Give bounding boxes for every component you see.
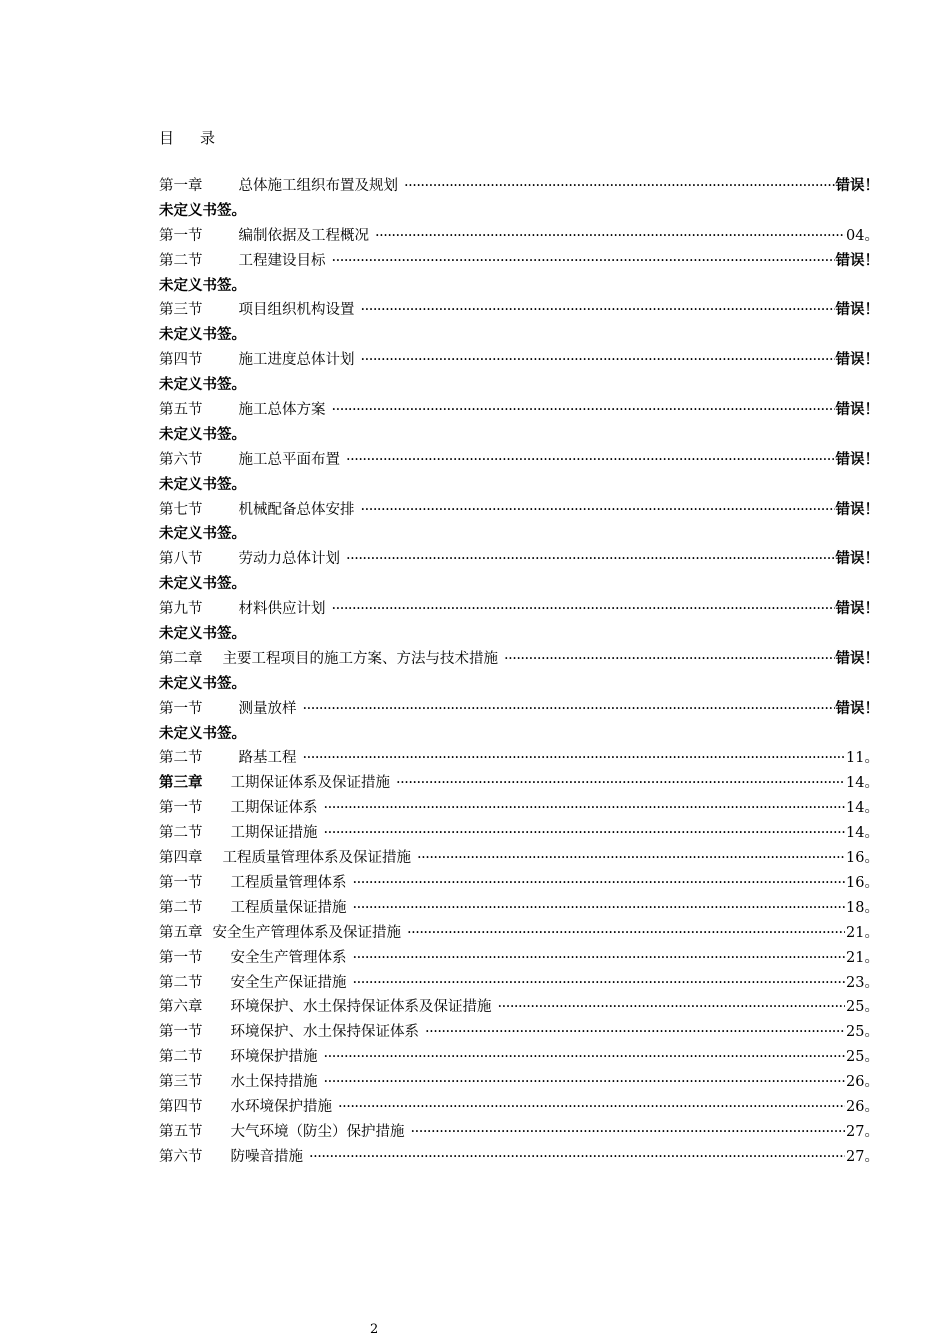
toc-entry[interactable] xyxy=(159,971,879,996)
toc-entry[interactable] xyxy=(159,871,879,896)
toc-leader-dots xyxy=(332,597,835,622)
toc-leader-dots xyxy=(396,771,845,796)
toc-entry-page: 错误！ xyxy=(835,601,879,618)
toc-entry[interactable] xyxy=(159,1120,879,1145)
toc-entry-title: 环境保护、水土保持保证体系 xyxy=(230,1024,419,1041)
toc-entry-page: 错误！ xyxy=(835,178,879,194)
toc-leader-dots xyxy=(353,871,846,896)
toc-entry[interactable] xyxy=(159,846,879,871)
toc-entry-title: 总体施工组织布置及规划 xyxy=(238,178,398,194)
toc-leader-dots xyxy=(324,796,846,821)
toc-error-continuation: 未定义书签。 xyxy=(159,675,246,692)
toc-entry[interactable] xyxy=(159,1070,879,1095)
toc-entry[interactable] xyxy=(159,348,879,373)
toc-entry-number: 第一章 xyxy=(159,178,203,194)
toc-entry-title: 工期保证体系及保证措施 xyxy=(230,775,390,792)
toc-entry-number: 第四节 xyxy=(159,1098,203,1115)
toc-entry-page: 错误！ xyxy=(835,700,879,717)
toc-leader-dots xyxy=(361,298,835,323)
toc-entry-number: 第二章 xyxy=(159,650,203,667)
toc-entry-page: 16。 xyxy=(846,874,879,891)
toc-error-continuation: 未定义书签。 xyxy=(159,327,246,344)
toc-entry-title: 安全生产管理体系 xyxy=(230,949,347,966)
toc-entry-number: 第一节 xyxy=(159,1024,203,1041)
toc-entry[interactable] xyxy=(159,746,879,771)
toc-entry-number: 第六节 xyxy=(159,1148,203,1165)
toc-leader-dots xyxy=(324,1070,846,1095)
toc-entry-number: 第三章 xyxy=(159,774,203,792)
toc-entry-number: 第三节 xyxy=(159,302,203,319)
toc-entry-title: 工程质量保证措施 xyxy=(230,899,347,916)
toc-error-continuation: 未定义书签。 xyxy=(159,626,246,643)
toc-entry[interactable] xyxy=(159,1145,879,1170)
toc-entry-title: 编制依据及工程概况 xyxy=(238,227,369,244)
toc-entry[interactable] xyxy=(159,1095,879,1120)
toc-leader-dots xyxy=(303,697,835,722)
toc-entry[interactable] xyxy=(159,946,879,971)
toc-heading xyxy=(159,127,215,148)
toc-entry[interactable] xyxy=(159,697,879,722)
toc-entry-page: 错误！ xyxy=(835,352,879,369)
toc-entry-page: 25。 xyxy=(846,1049,879,1066)
toc-entry[interactable] xyxy=(159,547,879,572)
toc-entry[interactable] xyxy=(159,498,879,523)
toc-entry-title: 安全生产管理体系及保证措施 xyxy=(212,924,401,941)
toc-leader-dots xyxy=(498,995,846,1020)
toc-leader-dots xyxy=(504,647,835,672)
toc-entry-number: 第一节 xyxy=(159,800,203,817)
toc-entry-page: 25。 xyxy=(846,1024,879,1041)
toc-entry-page: 错误！ xyxy=(835,302,879,319)
toc-entry-number: 第六节 xyxy=(159,451,203,468)
toc-leader-dots xyxy=(425,1020,845,1045)
toc-entry-title: 工程质量管理体系及保证措施 xyxy=(222,850,411,867)
toc-entry-page: 错误！ xyxy=(835,402,879,419)
toc-entry-title: 主要工程项目的施工方案、方法与技术措施 xyxy=(222,650,498,667)
toc-leader-dots xyxy=(324,821,846,846)
toc-entry-title: 安全生产保证措施 xyxy=(230,974,347,991)
toc-leader-dots xyxy=(324,1045,846,1070)
toc-entry-number: 第一节 xyxy=(159,874,203,891)
toc-entry[interactable] xyxy=(159,796,879,821)
toc-entry[interactable] xyxy=(159,597,879,622)
toc-entry-title: 材料供应计划 xyxy=(238,601,326,618)
toc-error-continuation: 未定义书签。 xyxy=(159,526,246,543)
table-of-contents xyxy=(159,174,879,1170)
toc-entry-title: 水土保持措施 xyxy=(230,1074,318,1091)
toc-leader-dots xyxy=(361,498,835,523)
toc-entry-page: 14。 xyxy=(846,775,879,792)
toc-entry-title: 水环境保护措施 xyxy=(230,1098,332,1115)
toc-leader-dots xyxy=(303,746,846,771)
toc-entry[interactable] xyxy=(159,398,879,423)
toc-leader-dots xyxy=(353,946,846,971)
toc-error-continuation: 未定义书签。 xyxy=(159,426,246,443)
toc-entry[interactable] xyxy=(159,995,879,1020)
toc-leader-dots xyxy=(338,1095,845,1120)
toc-entry[interactable] xyxy=(159,771,879,796)
toc-entry[interactable] xyxy=(159,224,879,249)
toc-entry-number: 第六章 xyxy=(159,999,203,1016)
toc-entry-number: 第五节 xyxy=(159,402,203,419)
toc-entry-number: 第五章 xyxy=(159,924,203,941)
toc-entry-number: 第五节 xyxy=(159,1123,203,1140)
toc-leader-dots xyxy=(417,846,845,871)
toc-entry-title: 施工进度总体计划 xyxy=(238,352,355,369)
toc-entry-page: 26。 xyxy=(846,1074,879,1091)
toc-entry-number: 第二节 xyxy=(159,974,203,991)
toc-entry-title: 施工总平面布置 xyxy=(238,451,340,468)
toc-entry-page: 27。 xyxy=(846,1123,879,1140)
toc-leader-dots xyxy=(353,971,846,996)
toc-error-continuation: 未定义书签。 xyxy=(159,202,246,219)
toc-entry-page: 04。 xyxy=(846,227,879,244)
toc-entry[interactable] xyxy=(159,249,879,274)
toc-entry-page: 25。 xyxy=(846,999,879,1016)
toc-entry-title: 环境保护措施 xyxy=(230,1049,318,1066)
toc-entry-title: 大气环境（防尘）保护措施 xyxy=(230,1123,405,1140)
toc-entry-page: 27。 xyxy=(846,1148,879,1165)
toc-entry-title: 机械配备总体安排 xyxy=(238,501,355,518)
toc-entry-page: 23。 xyxy=(846,974,879,991)
toc-entry-title: 劳动力总体计划 xyxy=(238,551,340,568)
toc-error-continuation: 未定义书签。 xyxy=(159,476,246,493)
toc-entry-page: 16。 xyxy=(846,850,879,867)
toc-leader-dots xyxy=(332,398,835,423)
toc-entry[interactable] xyxy=(159,298,879,323)
toc-entry[interactable] xyxy=(159,448,879,473)
toc-leader-dots xyxy=(309,1145,845,1170)
toc-entry-page: 21。 xyxy=(846,924,879,941)
toc-entry-page: 错误！ xyxy=(835,501,879,518)
toc-leader-dots xyxy=(404,174,835,199)
toc-error-continuation: 未定义书签。 xyxy=(159,377,246,394)
page-number: 2 xyxy=(370,1322,379,1337)
toc-leader-dots xyxy=(407,921,845,946)
toc-entry[interactable] xyxy=(159,821,879,846)
toc-entry-number: 第九节 xyxy=(159,601,203,618)
toc-entry[interactable] xyxy=(159,647,879,672)
toc-entry[interactable] xyxy=(159,896,879,921)
toc-entry-number: 第一节 xyxy=(159,700,203,717)
toc-entry-number: 第二节 xyxy=(159,252,203,269)
toc-leader-dots xyxy=(411,1120,846,1145)
toc-leader-dots xyxy=(332,249,835,274)
toc-entry[interactable] xyxy=(159,174,879,199)
toc-entry-page: 11。 xyxy=(846,750,879,767)
toc-entry-title: 项目组织机构设置 xyxy=(238,302,355,319)
toc-entry-title: 测量放样 xyxy=(238,700,297,717)
toc-entry-title: 施工总体方案 xyxy=(238,402,326,419)
toc-leader-dots xyxy=(346,448,835,473)
toc-entry-title: 防噪音措施 xyxy=(230,1148,303,1165)
toc-entry-page: 错误！ xyxy=(835,451,879,468)
toc-entry-number: 第三节 xyxy=(159,1074,203,1091)
toc-heading-char-1: 目 xyxy=(159,129,175,147)
toc-entry-title: 路基工程 xyxy=(238,750,297,767)
toc-entry-title: 环境保护、水土保持保证体系及保证措施 xyxy=(230,999,492,1016)
toc-entry-number: 第二节 xyxy=(159,899,203,916)
toc-entry[interactable] xyxy=(159,1020,879,1045)
toc-entry-title: 工期保证体系 xyxy=(230,800,318,817)
toc-error-continuation: 未定义书签。 xyxy=(159,725,246,742)
toc-entry-page: 错误！ xyxy=(835,252,879,269)
toc-entry-number: 第二节 xyxy=(159,750,203,767)
toc-entry-number: 第七节 xyxy=(159,501,203,518)
toc-entry-number: 第二节 xyxy=(159,825,203,842)
toc-entry-title: 工程建设目标 xyxy=(238,252,326,269)
toc-entry-number: 第一节 xyxy=(159,949,203,966)
toc-entry-number: 第四节 xyxy=(159,352,203,369)
toc-entry-page: 14。 xyxy=(846,825,879,842)
toc-entry-page: 21。 xyxy=(846,949,879,966)
toc-entry-number: 第二节 xyxy=(159,1049,203,1066)
toc-entry[interactable] xyxy=(159,1045,879,1070)
toc-entry[interactable] xyxy=(159,921,879,946)
toc-entry-page: 错误！ xyxy=(835,650,879,667)
toc-entry-number: 第四章 xyxy=(159,850,203,867)
toc-error-continuation: 未定义书签。 xyxy=(159,576,246,593)
toc-entry-number: 第八节 xyxy=(159,551,203,568)
toc-leader-dots xyxy=(346,547,835,572)
toc-leader-dots xyxy=(353,896,846,921)
toc-entry-page: 18。 xyxy=(846,899,879,916)
toc-entry-title: 工期保证措施 xyxy=(230,825,318,842)
toc-entry-number: 第一节 xyxy=(159,227,203,244)
toc-leader-dots xyxy=(361,348,835,373)
toc-leader-dots xyxy=(375,224,845,249)
toc-error-continuation: 未定义书签。 xyxy=(159,277,246,294)
toc-heading-char-2: 录 xyxy=(200,129,216,147)
toc-entry-page: 14。 xyxy=(846,800,879,817)
toc-entry-page: 错误！ xyxy=(835,551,879,568)
toc-entry-title: 工程质量管理体系 xyxy=(230,874,347,891)
toc-entry-page: 26。 xyxy=(846,1098,879,1115)
